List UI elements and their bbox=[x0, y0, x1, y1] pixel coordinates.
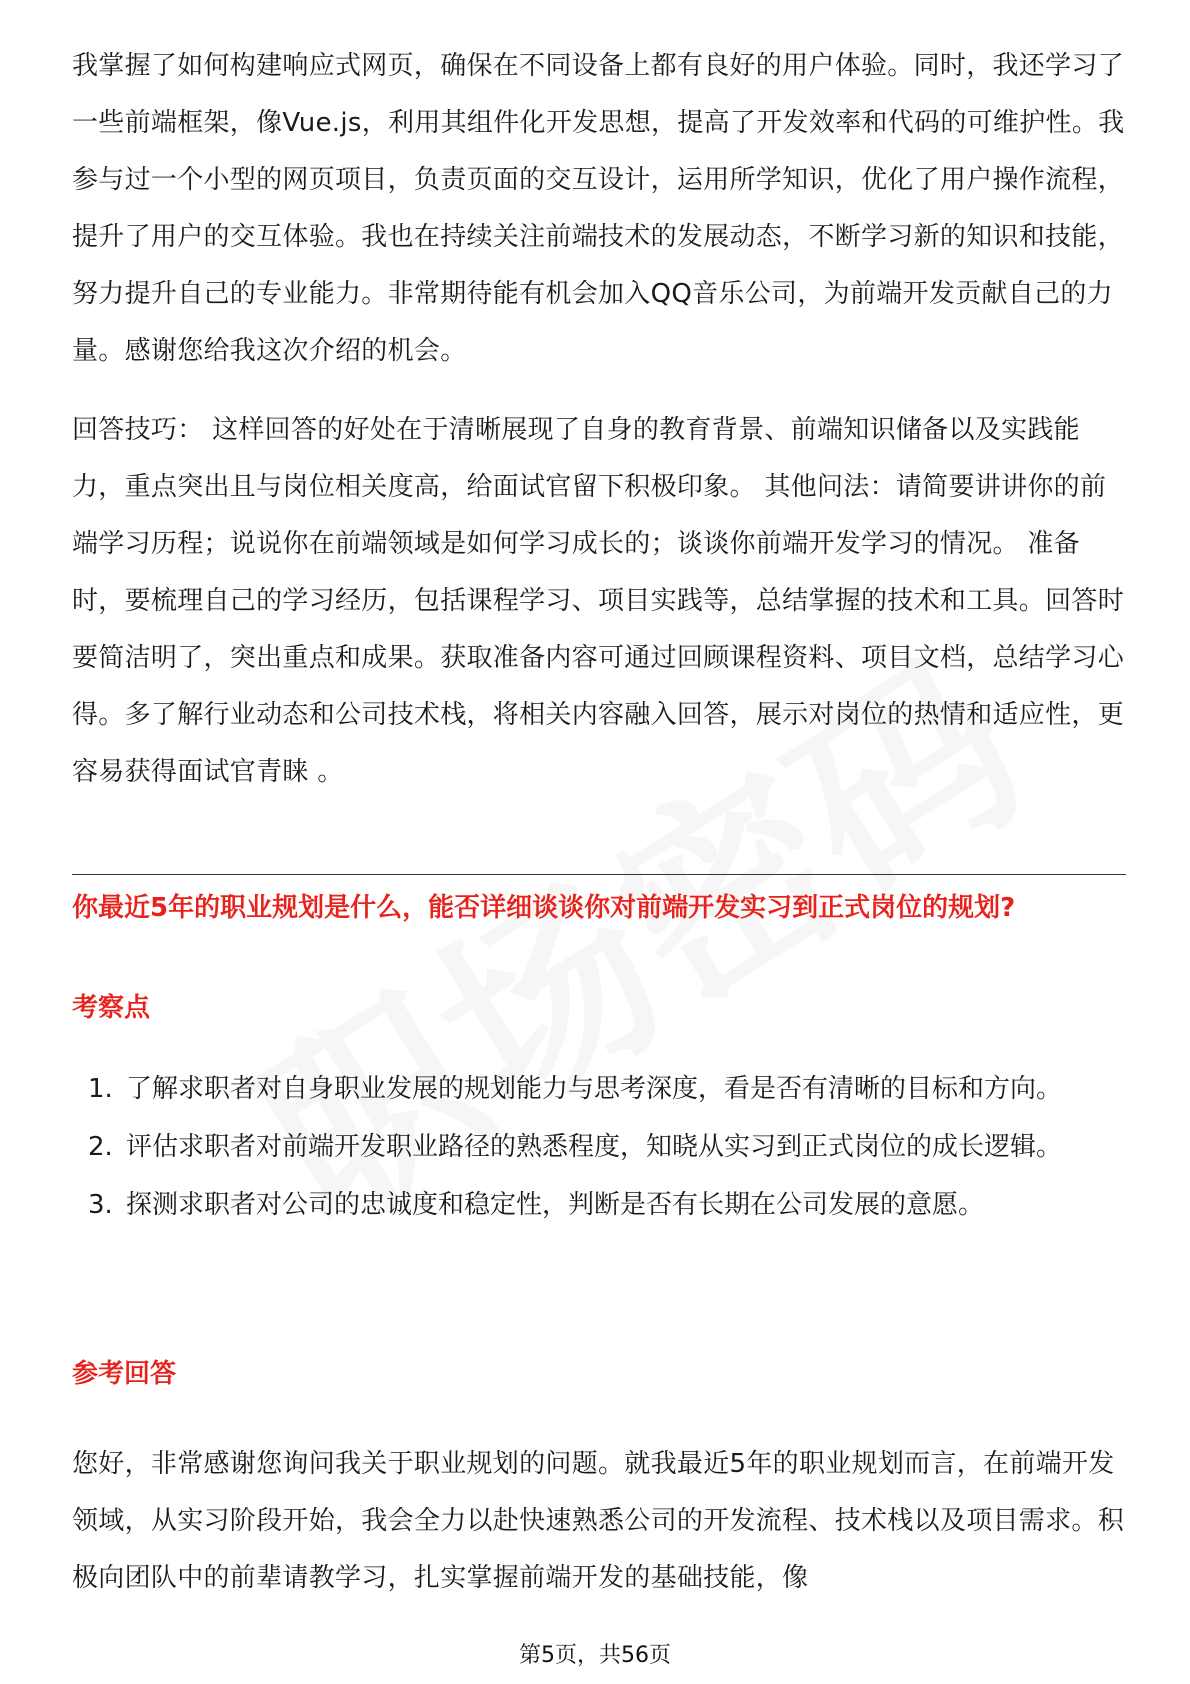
answer-tips-paragraph: 回答技巧： 这样回答的好处在于清晰展现了自身的教育背景、前端知识储备以及实践能力，重点突出且与岗位相关度高，给面试官留下积极印象。 其他问法：请简要讲讲你的前端学习历程；说说你在前端领域是如何学习成长的；谈谈你前端开发学习的情况。 准备时，要梳理自己的学习经历，包括课程学习、项目实践等，总结掌握的技术和工具。回答时要简洁明了，突出重点和成果。获取准备内容可通过回顾课程资料、项目文档，总结学习心得。多了解行业动态和公司技术栈，将相关内容融入回答，展示对岗位的热情和适应性，更容易获得面试官青睐 。 bbox=[72, 415, 1125, 787]
list-number: 1. bbox=[88, 1074, 113, 1104]
reference-answer-text: 您好，非常感谢您询问我关于职业规划的问题。就我最近5年的职业规划而言，在前端开发领域，从实习阶段开始，我会全力以赴快速熟悉公司的开发流程、技术栈以及项目需求。积极向团队中的前辈请教学习，扎实掌握前端开发的基础技能，像 bbox=[72, 1449, 1125, 1593]
assessment-heading: 考察点 bbox=[72, 993, 151, 1023]
document-body bbox=[72, 38, 1128, 801]
list-item bbox=[72, 1176, 1128, 1234]
question-heading: 你最近5年的职业规划是什么，能否详细谈谈你对前端开发实习到正式岗位的规划? bbox=[72, 893, 1016, 923]
list-text: 探测求职者对公司的忠诚度和稳定性，判断是否有长期在公司发展的意愿。 bbox=[126, 1190, 985, 1220]
list-text: 评估求职者对前端开发职业路径的熟悉程度，知晓从实习到正式岗位的成长逻辑。 bbox=[126, 1132, 1063, 1162]
intro-paragraph: 我掌握了如何构建响应式网页，确保在不同设备上都有良好的用户体验。同时，我还学习了一些前端框架，像Vue.js，利用其组件化开发思想，提高了开发效率和代码的可维护性。我参与过一个小型的网页项目，负责页面的交互设计，运用所学知识，优化了用户操作流程，提升了用户的交互体验。我也在持续关注前端技术的发展动态，不断学习新的知识和技能，努力提升自己的专业能力。非常期待能有机会加入QQ音乐公司，为前端开发贡献自己的力量。感谢您给我这次介绍的机会。 bbox=[72, 51, 1125, 366]
list-item bbox=[72, 1060, 1128, 1118]
section-divider bbox=[72, 874, 1126, 875]
list-number: 3. bbox=[88, 1190, 113, 1220]
reference-answer bbox=[72, 1436, 1128, 1607]
list-number: 2. bbox=[88, 1132, 113, 1162]
list-text: 了解求职者对自身职业发展的规划能力与思考深度，看是否有清晰的目标和方向。 bbox=[126, 1074, 1063, 1104]
assessment-list bbox=[72, 1060, 1128, 1234]
reference-heading: 参考回答 bbox=[72, 1359, 177, 1389]
page-number: 第5页，共56页 bbox=[519, 1643, 671, 1668]
list-item bbox=[72, 1118, 1128, 1176]
